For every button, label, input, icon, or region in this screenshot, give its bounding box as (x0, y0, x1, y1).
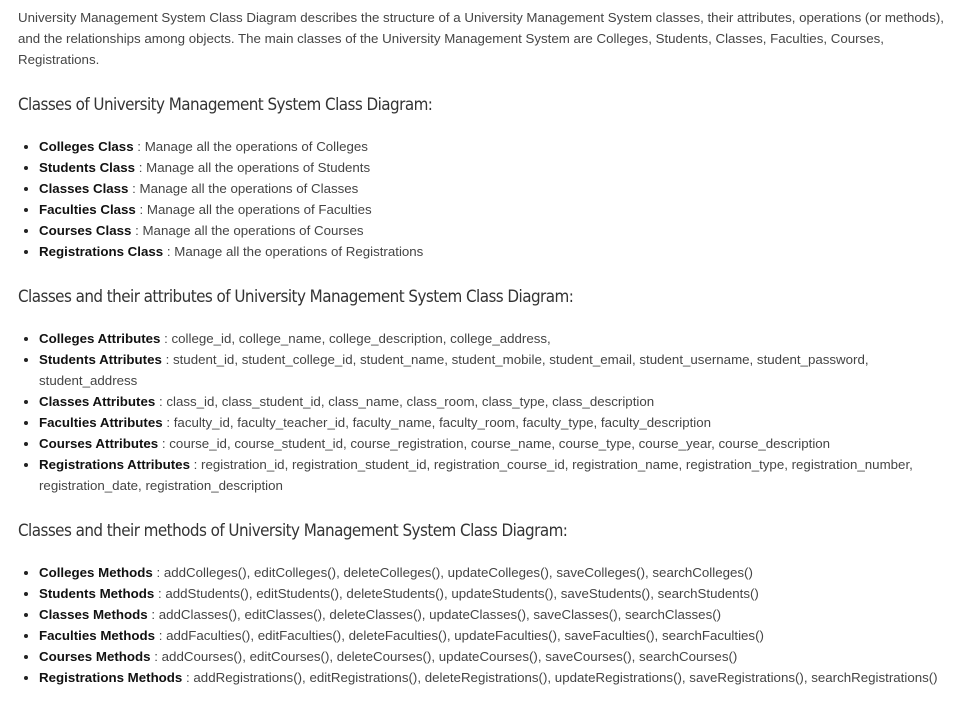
section-heading-methods: Classes and their methods of University Management System Class Diagram: (18, 521, 568, 540)
sections (18, 94, 944, 688)
item-term: Classes Class (39, 181, 129, 196)
item-description: : Manage all the operations of Students (135, 160, 371, 175)
list-item (39, 136, 944, 157)
item-description: : faculty_id, faculty_teacher_id, faculty_name, faculty_room, faculty_type, faculty_description (162, 415, 712, 430)
item-description: : Manage all the operations of Classes (128, 181, 359, 196)
item-description: : addColleges(), editColleges(), deleteColleges(), updateColleges(), saveColleges(), searchColleges() (152, 565, 753, 580)
list-item (39, 178, 944, 199)
list-item (39, 391, 944, 412)
item-term: Courses Methods (39, 649, 151, 664)
item-term: Registrations Attributes (39, 457, 190, 472)
item-term: Classes Methods (39, 607, 148, 622)
item-description: : registration_id, registration_student_id, registration_course_id, registration_name, registration_type, registration_number, registration_date, registration_description (39, 457, 913, 493)
item-term: Colleges Methods (39, 565, 153, 580)
item-description: : Manage all the operations of Colleges (133, 139, 368, 154)
list-item (39, 199, 944, 220)
item-term: Registrations Class (39, 244, 164, 259)
item-term: Students Attributes (39, 352, 162, 367)
item-description: : addFaculties(), editFaculties(), deleteFaculties(), updateFaculties(), saveFaculties(), searchFaculties() (155, 628, 764, 643)
list-item (39, 220, 944, 241)
list-item (39, 241, 944, 262)
list-item (39, 454, 944, 496)
list-item (39, 583, 944, 604)
item-term: Colleges Attributes (39, 331, 161, 346)
list-item (39, 328, 944, 349)
item-description: : addCourses(), editCourses(), deleteCourses(), updateCourses(), saveCourses(), searchCourses() (150, 649, 738, 664)
list-item (39, 646, 944, 667)
list-methods (18, 562, 944, 688)
list-attributes (18, 328, 944, 496)
item-term: Courses Class (39, 223, 132, 238)
item-description: : student_id, student_college_id, student_name, student_mobile, student_email, student_username, student_password, student_address (39, 352, 869, 388)
item-description: : Manage all the operations of Registrations (163, 244, 424, 259)
intro-paragraph: University Management System Class Diagram describes the structure of a University Management System classes, their attributes, operations (or methods), and the relationships among objects. The main classes of the University Management System are Colleges, Students, Classes, Faculties, Courses, Registrations. (18, 10, 944, 67)
item-term: Courses Attributes (39, 436, 159, 451)
list-item (39, 625, 944, 646)
list-item (39, 667, 944, 688)
item-description: : Manage all the operations of Courses (131, 223, 364, 238)
list-item (39, 412, 944, 433)
item-term: Faculties Attributes (39, 415, 163, 430)
item-description: : course_id, course_student_id, course_registration, course_name, course_type, course_year, course_description (158, 436, 831, 451)
item-description: : college_id, college_name, college_description, college_address, (160, 331, 551, 346)
item-term: Students Methods (39, 586, 155, 601)
item-description: : addClasses(), editClasses(), deleteClasses(), updateClasses(), saveClasses(), searchClasses() (147, 607, 722, 622)
list-item (39, 433, 944, 454)
item-description: : class_id, class_student_id, class_name, class_room, class_type, class_description (155, 394, 655, 409)
item-term: Faculties Class (39, 202, 136, 217)
list-item (39, 604, 944, 625)
item-description: : addStudents(), editStudents(), deleteStudents(), updateStudents(), saveStudents(), searchStudents() (154, 586, 759, 601)
section-heading-attributes: Classes and their attributes of University Management System Class Diagram: (18, 287, 574, 306)
list-classes (18, 136, 944, 262)
item-term: Registrations Methods (39, 670, 183, 685)
item-description: : addRegistrations(), editRegistrations(), deleteRegistrations(), updateRegistrations(), saveRegistrations(), searchRegistrations() (182, 670, 938, 685)
section-heading-classes: Classes of University Management System Class Diagram: (18, 95, 433, 114)
list-item (39, 157, 944, 178)
item-term: Classes Attributes (39, 394, 156, 409)
item-term: Faculties Methods (39, 628, 155, 643)
item-term: Colleges Class (39, 139, 134, 154)
list-item (39, 562, 944, 583)
list-item (39, 349, 944, 391)
item-description: : Manage all the operations of Faculties (135, 202, 372, 217)
item-term: Students Class (39, 160, 136, 175)
